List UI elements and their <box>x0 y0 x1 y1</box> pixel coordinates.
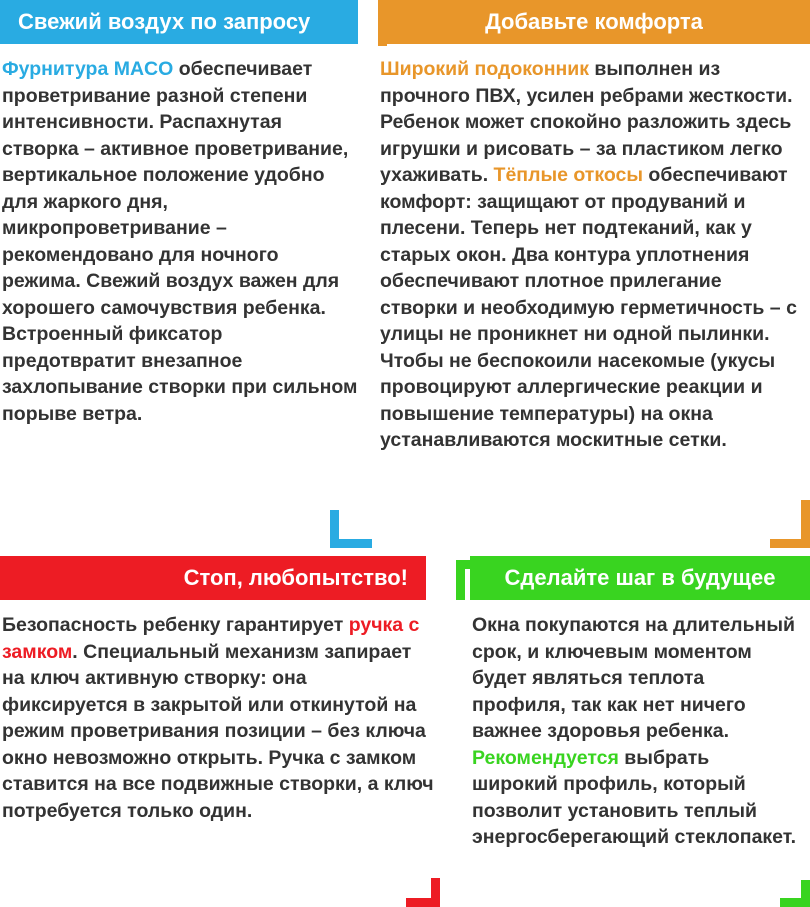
block-fresh-air-lead: Фурнитура MACO <box>2 58 174 80</box>
corner-bracket-icon-future-bottom <box>780 880 810 907</box>
corner-bracket-icon-fresh-air <box>330 510 372 548</box>
block-curiosity-text-2: . Специальный механизм запирает на ключ активную створку: она фиксируется в закрытой или откинутой на режим проветривания позиции – без ключа окно невозможно открыть. Ручка с замком ставится на все подвижные створки, а ключ потребуется только один. <box>2 640 434 822</box>
block-comfort-body <box>378 44 810 454</box>
block-future-step <box>456 556 810 907</box>
block-curiosity-banner <box>0 556 426 600</box>
corner-bracket-icon-comfort-bottom <box>770 500 810 548</box>
block-fresh-air-banner <box>0 0 358 44</box>
block-comfort-banner <box>378 0 810 44</box>
block-fresh-air <box>0 0 372 548</box>
block-curiosity-heading: Стоп, любопытство! <box>183 565 408 590</box>
block-future-step-text-2: выбрать широкий профиль, который позволит установить теплый энергосберегающий стеклопакет. <box>472 746 797 849</box>
block-future-step-banner <box>470 556 810 600</box>
block-future-step-highlight-1: Рекомендуется <box>472 746 619 769</box>
block-curiosity-text-1: Безопасность ребенку гарантирует <box>2 614 349 636</box>
block-comfort-lead: Широкий подоконник <box>380 58 589 80</box>
block-curiosity <box>0 556 450 907</box>
block-curiosity-highlight-1: ручка с замком <box>2 614 420 663</box>
block-comfort <box>378 0 810 548</box>
block-fresh-air-heading: Свежий воздух по запросу <box>18 9 311 34</box>
block-comfort-text-1: выполнен из прочного ПВХ, усилен ребрами жесткости. Ребенок может спокойно разложить здесь игрушки и рисовать – за пластиком легко ухаживать. <box>380 58 793 187</box>
block-comfort-text-2: обеспечивают комфорт: защищают от продуваний и плесени. Теперь нет подтеканий, как у старых окон. Два контура уплотнения обеспечивают плотное прилегание створки и необходимую герметичность – с улицы не проникнет ни одной пылинки. Чтобы не беспокоили насекомые (укусы провоцируют аллергические реакции и повышение температуры) на окна устанавливаются москитные сетки. <box>380 164 797 452</box>
block-future-step-text-1: Окна покупаются на длительный срок, и ключевым моментом будет являться теплота профиля, так как нет ничего важнее здоровья ребенка. <box>472 614 795 743</box>
block-fresh-air-body <box>0 44 372 427</box>
block-future-step-heading: Сделайте шаг в будущее <box>504 565 776 590</box>
block-comfort-heading: Добавьте комфорта <box>485 9 703 34</box>
block-fresh-air-text: обеспечивает проветривание разной степени интенсивности. Распахнутая створка – активное проветривание, вертикальное положение удобно для жаркого дня, микропроветривание – рекомендовано для ночного режима. Свежий воздух важен для хорошего самочувствия ребенка. Встроенный фиксатор предотвратит внезапное захлопывание створки при сильном порыве ветра. <box>2 58 358 425</box>
block-future-step-body <box>456 600 810 851</box>
block-curiosity-body <box>0 600 450 824</box>
corner-bracket-icon-curiosity-bottom <box>406 878 440 907</box>
block-comfort-highlight-2: Тёплые откосы <box>493 164 644 187</box>
